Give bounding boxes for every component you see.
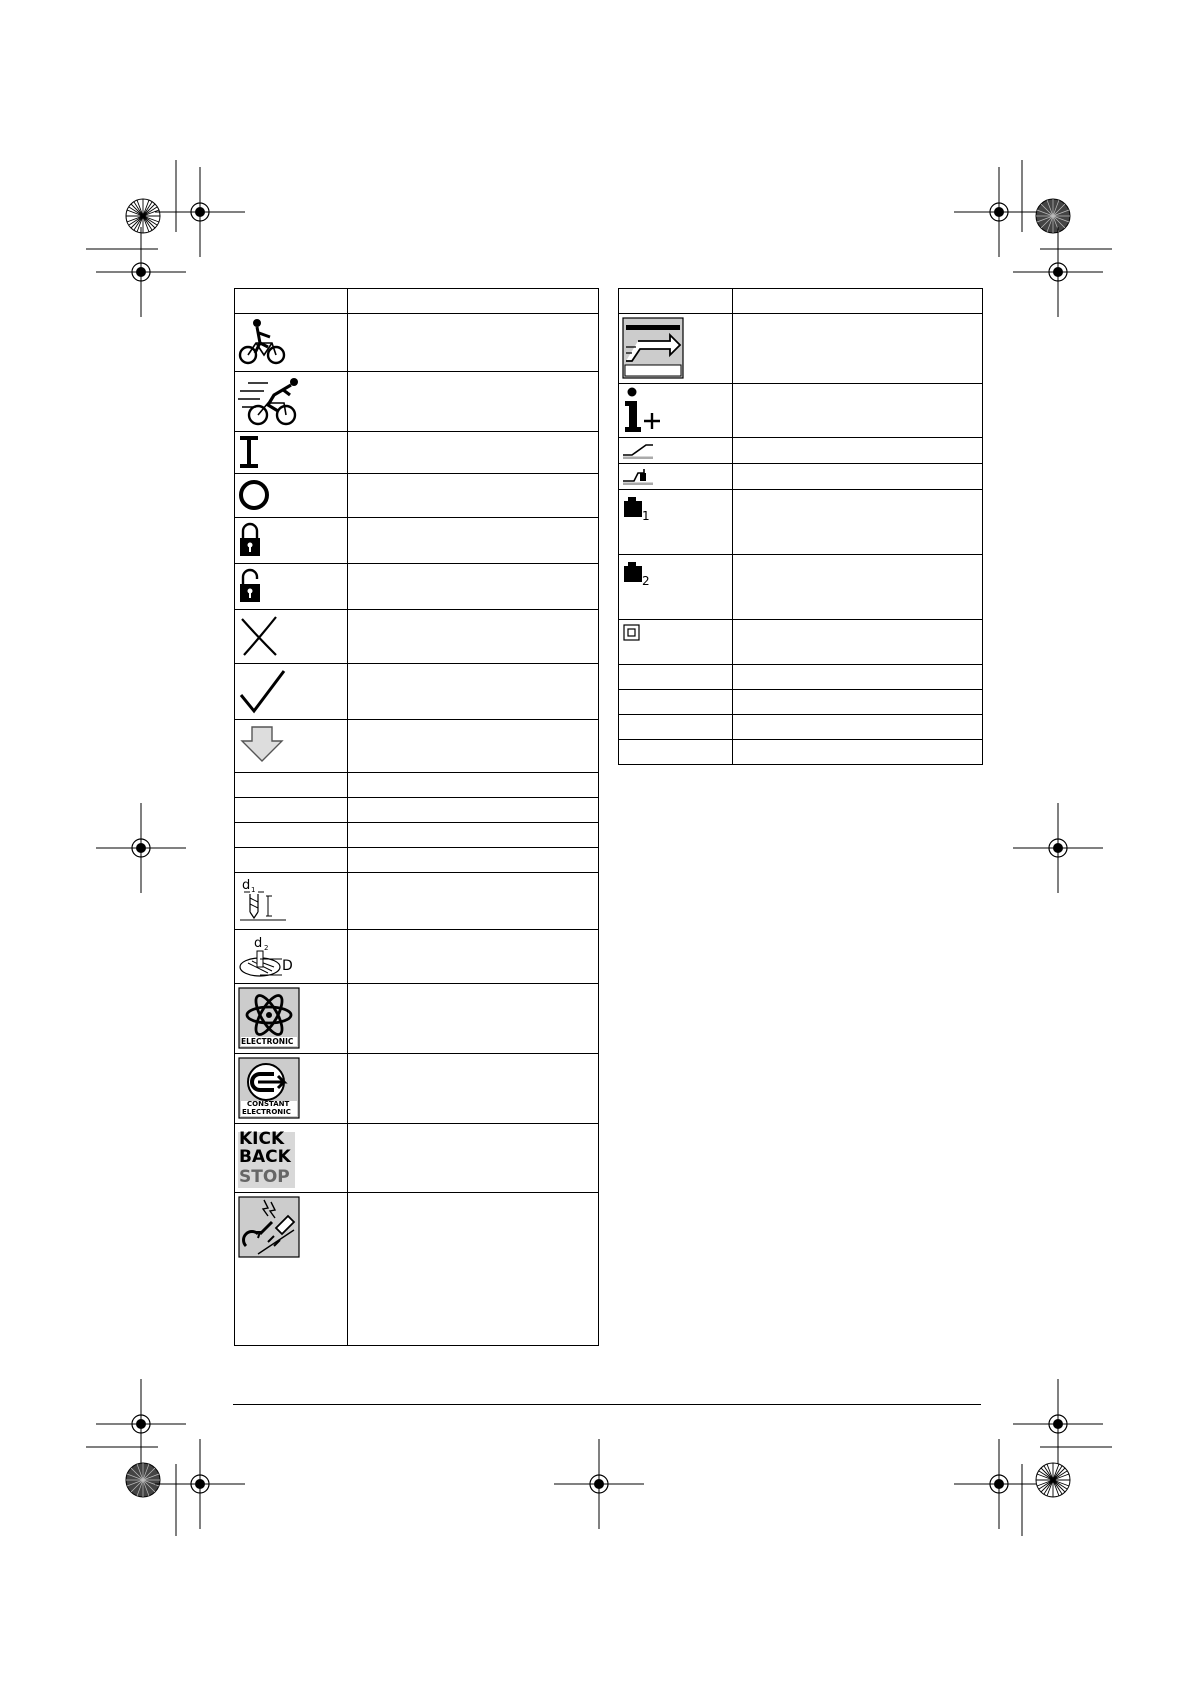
- constant-label: CONSTANT: [247, 1100, 290, 1108]
- header-cell: [235, 289, 348, 314]
- description-cell: [733, 438, 983, 464]
- description-cell: [348, 564, 599, 610]
- description-cell: [348, 848, 599, 873]
- kick-label: KICK: [239, 1129, 285, 1149]
- description-cell: [348, 372, 599, 432]
- description-cell: [348, 873, 599, 930]
- description-cell: [348, 1193, 599, 1346]
- description-cell: [348, 823, 599, 848]
- cross-icon: [235, 610, 348, 664]
- header-cell: [733, 289, 983, 314]
- power-off-icon: [235, 474, 348, 518]
- disc-diameter-icon: [235, 930, 348, 984]
- empty-cell: [619, 665, 733, 690]
- dimension-d1-subscript: 1: [251, 886, 256, 894]
- description-cell: [348, 314, 599, 372]
- kickback-stop-icon: [235, 1124, 348, 1193]
- slope-steep-icon: [619, 464, 733, 490]
- lock-open-icon: [235, 564, 348, 610]
- weight-index-2: 2: [642, 574, 650, 588]
- description-cell: [733, 690, 983, 715]
- lock-closed-icon: [235, 518, 348, 564]
- stop-label: STOP: [239, 1167, 290, 1187]
- description-cell: [733, 665, 983, 690]
- insert-tool-icon: [619, 314, 733, 384]
- description-cell: [348, 518, 599, 564]
- dimension-d2-subscript: 2: [264, 944, 269, 952]
- empty-cell: [235, 823, 348, 848]
- protection-class-icon: [619, 620, 733, 665]
- electronic-icon: [235, 984, 348, 1054]
- empty-cell: [235, 798, 348, 823]
- description-cell: [733, 384, 983, 438]
- empty-cell: [619, 715, 733, 740]
- dimension-d1-label: d: [242, 878, 251, 893]
- footer-rule: [233, 1404, 981, 1405]
- header-cell: [619, 289, 733, 314]
- description-cell: [348, 720, 599, 773]
- description-cell: [733, 464, 983, 490]
- empty-cell: [619, 740, 733, 765]
- slope-gentle-icon: [619, 438, 733, 464]
- cyclist-fast-icon: [235, 372, 348, 432]
- description-cell: [733, 740, 983, 765]
- constant-electronic-label: ELECTRONIC: [242, 1108, 291, 1116]
- arrow-down-icon: [235, 720, 348, 773]
- description-cell: [348, 664, 599, 720]
- empty-cell: [619, 690, 733, 715]
- unplug-icon: [235, 1193, 348, 1346]
- weight-index-1: 1: [642, 509, 650, 523]
- constant-electronic-icon: [235, 1054, 348, 1124]
- description-cell: [348, 773, 599, 798]
- power-on-icon: [235, 432, 348, 474]
- electronic-label: ELECTRONIC: [241, 1037, 294, 1046]
- description-cell: [733, 620, 983, 665]
- description-cell: [348, 610, 599, 664]
- description-cell: [348, 984, 599, 1054]
- description-cell: [733, 555, 983, 620]
- cyclist-slow-icon: [235, 314, 348, 372]
- description-cell: [348, 930, 599, 984]
- symbol-table-right: [618, 288, 983, 765]
- check-icon: [235, 664, 348, 720]
- weight-icon-1: [619, 490, 733, 555]
- empty-cell: [235, 773, 348, 798]
- header-cell: [348, 289, 599, 314]
- description-cell: [348, 432, 599, 474]
- back-label: BACK: [239, 1147, 291, 1167]
- description-cell: [733, 715, 983, 740]
- weight-icon-2: [619, 555, 733, 620]
- description-cell: [348, 798, 599, 823]
- empty-cell: [235, 848, 348, 873]
- description-cell: [348, 1054, 599, 1124]
- symbol-table-left: [234, 288, 599, 1346]
- description-cell: [733, 314, 983, 384]
- dimension-d2-label: d: [254, 936, 263, 951]
- dimension-D-label: D: [282, 958, 293, 974]
- description-cell: [348, 474, 599, 518]
- description-cell: [348, 1124, 599, 1193]
- drill-diameter-icon: [235, 873, 348, 930]
- info-plus-icon: [619, 384, 733, 438]
- description-cell: [733, 490, 983, 555]
